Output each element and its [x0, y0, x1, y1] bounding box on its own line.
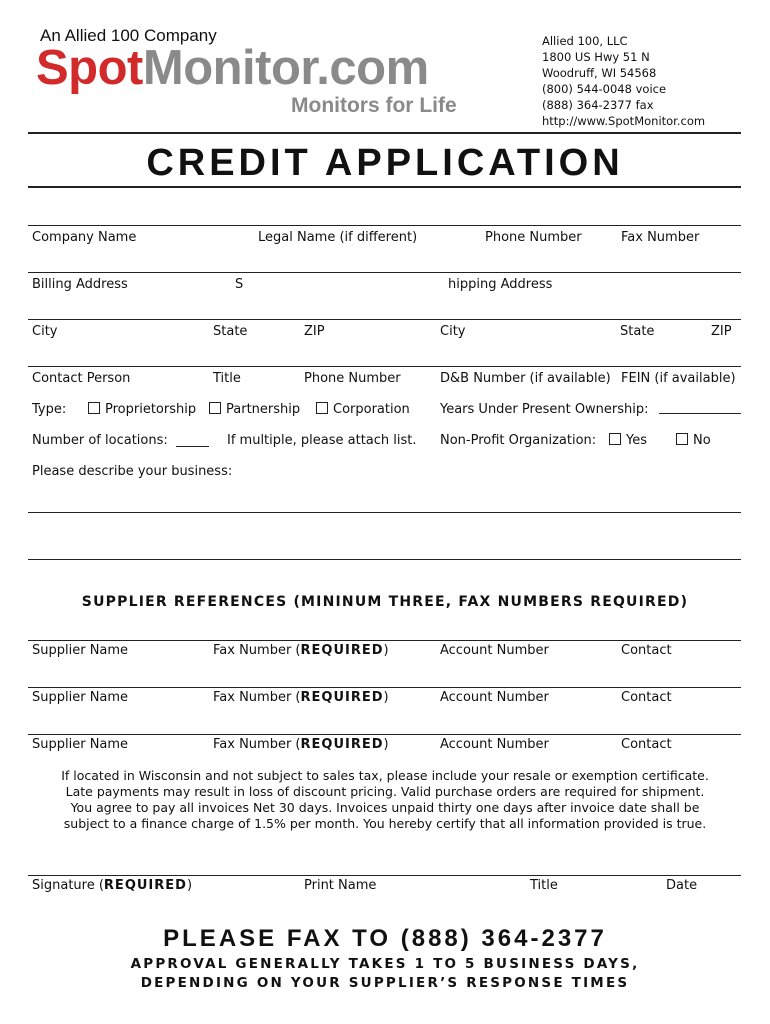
spotmonitor-logo: [36, 41, 429, 95]
supplier-fax-label: Fax Number (REQUIRED): [213, 643, 389, 658]
terms-line: Late payments may result in loss of discount pricing. Valid purchase orders are required for shipment.: [65, 784, 705, 799]
checkbox-icon[interactable]: [209, 402, 221, 414]
title-divider: [28, 186, 741, 188]
address-line: 1800 US Hwy 51 N: [542, 50, 650, 64]
type-label: Type:: [32, 402, 67, 417]
field-line[interactable]: [28, 319, 741, 320]
supplier-account-label: Account Number: [440, 690, 549, 705]
supplier-account-label: Account Number: [440, 737, 549, 752]
terms-line: You agree to pay all invoices Net 30 days. Invoices unpaid thirty one days after invoice date shall be: [70, 800, 700, 815]
supplier-references-heading: SUPPLIER REFERENCES (MININUM THREE, FAX NUMBERS REQUIRED): [81, 594, 689, 610]
checkbox-icon[interactable]: [609, 433, 621, 445]
fax-number-label: Fax Number: [621, 230, 700, 245]
header-divider: [28, 132, 741, 134]
corporation-label: Corporation: [333, 402, 410, 417]
company-name-label: Company Name: [32, 230, 137, 245]
non-profit-no-option[interactable]: [676, 433, 711, 448]
contact-person-label: Contact Person: [32, 371, 131, 386]
proprietorship-option[interactable]: [88, 402, 196, 417]
address-line: Allied 100, LLC: [542, 34, 628, 48]
date-label: Date: [666, 878, 698, 893]
logo-monitor: Monitor.com: [142, 41, 429, 95]
supplier-account-label: Account Number: [440, 643, 549, 658]
logo-spot: Spot: [36, 41, 143, 95]
contact-title-label: Title: [213, 371, 241, 386]
multiple-locations-note: If multiple, please attach list.: [227, 433, 417, 448]
supplier-contact-label: Contact: [621, 643, 672, 658]
shipping-city-label: City: [440, 324, 466, 339]
approval-line: APPROVAL GENERALLY TAKES 1 TO 5 BUSINESS DAYS,: [130, 956, 640, 972]
terms-paragraph: [0, 768, 770, 832]
describe-business-label: Please describe your business:: [32, 464, 233, 479]
corporation-option[interactable]: [316, 402, 410, 417]
fein-label: FEIN (if available): [621, 371, 736, 386]
address-line: (800) 544-0048 voice: [542, 82, 667, 96]
address-line: http://www.SpotMonitor.com: [542, 114, 706, 128]
shipping-zip-label: ZIP: [711, 324, 732, 339]
signature-line[interactable]: [28, 875, 741, 876]
logo-slogan: Monitors for Life: [291, 94, 457, 117]
no-label: No: [693, 433, 711, 448]
fax-instruction: PLEASE FAX TO (888) 364-2377: [163, 925, 607, 952]
company-address-block: [542, 33, 705, 129]
field-line[interactable]: [28, 640, 741, 641]
approval-line: DEPENDING ON YOUR SUPPLIER’S RESPONSE TIMES: [140, 975, 630, 991]
terms-line: If located in Wisconsin and not subject to sales tax, please include your resale or exemption certificate.: [61, 768, 709, 783]
phone-number-label: Phone Number: [485, 230, 582, 245]
field-line[interactable]: [28, 272, 741, 273]
field-line[interactable]: [28, 687, 741, 688]
field-line[interactable]: [28, 366, 741, 367]
checkbox-icon[interactable]: [88, 402, 100, 414]
yes-label: Yes: [626, 433, 647, 448]
shipping-address-label: hipping Address: [448, 277, 553, 292]
company-tagline: An Allied 100 Company: [40, 26, 217, 45]
field-line[interactable]: [28, 734, 741, 735]
terms-line: subject to a finance charge of 1.5% per month. You hereby certify that all information provided is true.: [63, 816, 707, 831]
describe-business-line[interactable]: [28, 559, 741, 560]
page-title: CREDIT APPLICATION: [146, 142, 624, 184]
shipping-address-label-s: S: [235, 277, 244, 292]
partnership-option[interactable]: [209, 402, 300, 417]
address-line: Woodruff, WI 54568: [542, 66, 657, 80]
signature-title-label: Title: [530, 878, 558, 893]
billing-state-label: State: [213, 324, 248, 339]
supplier-name-label: Supplier Name: [32, 643, 129, 658]
billing-address-label: Billing Address: [32, 277, 128, 292]
signature-label: Signature (REQUIRED): [32, 878, 193, 893]
approval-notice: [0, 955, 770, 993]
billing-zip-label: ZIP: [304, 324, 325, 339]
number-of-locations-label: Number of locations:: [32, 433, 168, 448]
supplier-contact-label: Contact: [621, 690, 672, 705]
contact-phone-label: Phone Number: [304, 371, 401, 386]
print-name-label: Print Name: [304, 878, 377, 893]
supplier-name-label: Supplier Name: [32, 737, 129, 752]
checkbox-icon[interactable]: [676, 433, 688, 445]
years-ownership-label: Years Under Present Ownership:: [440, 402, 649, 417]
non-profit-label: Non-Profit Organization:: [440, 433, 597, 448]
supplier-contact-label: Contact: [621, 737, 672, 752]
number-of-locations-field[interactable]: [176, 446, 209, 447]
supplier-fax-label: Fax Number (REQUIRED): [213, 737, 389, 752]
describe-business-line[interactable]: [28, 512, 741, 513]
billing-city-label: City: [32, 324, 58, 339]
legal-name-label: Legal Name (if different): [258, 230, 418, 245]
checkbox-icon[interactable]: [316, 402, 328, 414]
dnb-number-label: D&B Number (if available): [440, 371, 611, 386]
proprietorship-label: Proprietorship: [105, 402, 197, 417]
partnership-label: Partnership: [226, 402, 301, 417]
supplier-name-label: Supplier Name: [32, 690, 129, 705]
supplier-fax-label: Fax Number (REQUIRED): [213, 690, 389, 705]
non-profit-yes-option[interactable]: [609, 433, 647, 448]
shipping-state-label: State: [620, 324, 655, 339]
address-line: (888) 364-2377 fax: [542, 98, 654, 112]
years-ownership-field[interactable]: [659, 413, 741, 414]
field-line[interactable]: [28, 225, 741, 226]
